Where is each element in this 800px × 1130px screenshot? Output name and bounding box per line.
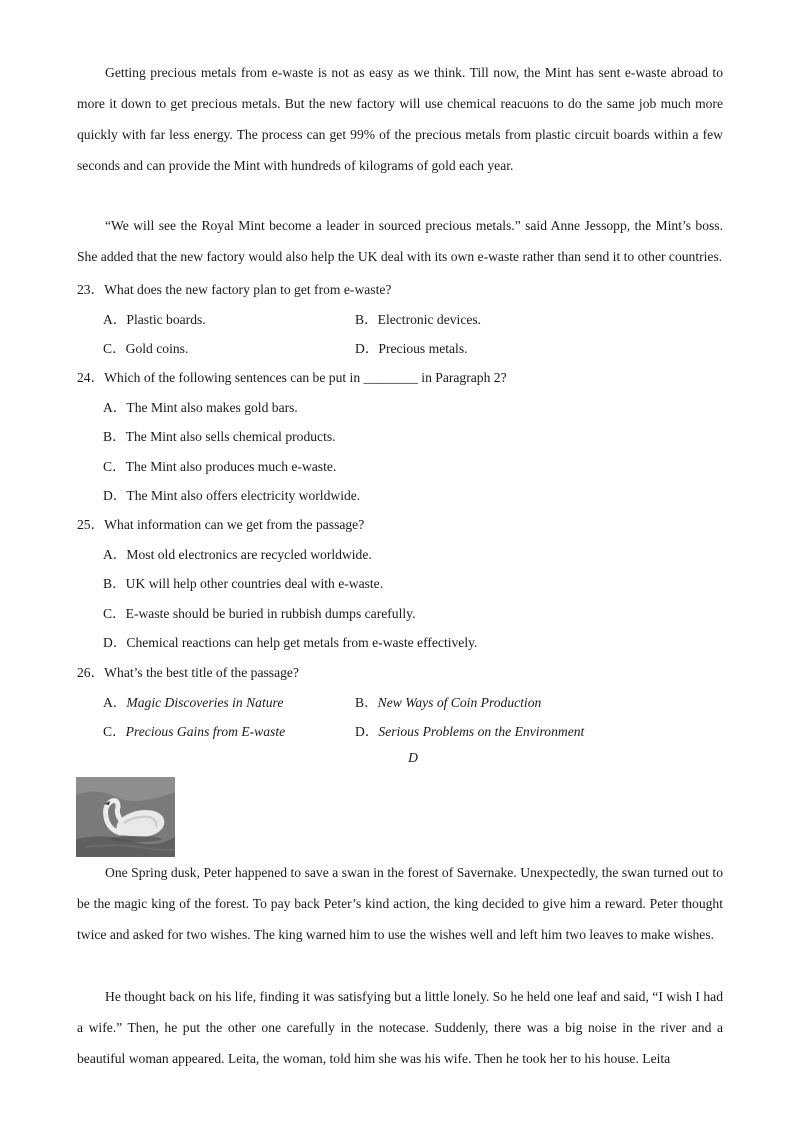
option-label: B．: [355, 695, 378, 710]
option-text: New Ways of Coin Production: [377, 695, 542, 710]
question-25-stem: 25．What information can we get from the passage?: [77, 517, 365, 532]
question-23-option-d[interactable]: D．Precious metals.: [355, 341, 468, 356]
option-label: D．: [355, 724, 379, 739]
question-25-option-c[interactable]: C．E-waste should be buried in rubbish dumps carefully.: [103, 606, 416, 621]
option-text: Serious Problems on the Environment: [378, 724, 585, 739]
question-24-option-b[interactable]: B．The Mint also sells chemical products.: [103, 429, 336, 444]
swan-icon: [76, 777, 175, 857]
question-24-option-d[interactable]: D．The Mint also offers electricity worldwide.: [103, 488, 361, 503]
option-text: Magic Discoveries in Nature: [126, 695, 284, 710]
question-23-option-c[interactable]: C．Gold coins.: [103, 341, 189, 356]
question-23-stem: 23．What does the new factory plan to get from e-waste?: [77, 282, 392, 297]
question-24-stem: 24．Which of the following sentences can be put in ________ in Paragraph 2?: [77, 370, 507, 385]
question-26-option-d[interactable]: [355, 720, 584, 740]
question-25-option-a[interactable]: A．Most old electronics are recycled worldwide.: [103, 547, 372, 562]
question-26-option-b[interactable]: [355, 691, 541, 711]
option-label: C．: [103, 724, 126, 739]
question-24-option-a[interactable]: A．The Mint also makes gold bars.: [103, 400, 298, 415]
passage-paragraph: Getting precious metals from e-waste is not as easy as we think. Till now, the Mint has sent e-waste abroad to more it down to get precious metals. But the new factory will use chemical reacuons to do the same job much more quickly with far less energy. The process can get 99% of the precious metals from plastic circuit boards within a few seconds and can provide the Mint with hundreds of kilograms of gold each year.: [77, 65, 723, 173]
question-26-stem: 26．What’s the best title of the passage?: [77, 665, 299, 680]
swan-image: [76, 777, 175, 857]
question-25-option-b[interactable]: B．UK will help other countries deal with e-waste.: [103, 576, 384, 591]
question-23-option-b[interactable]: B．Electronic devices.: [355, 312, 482, 327]
story-paragraph: He thought back on his life, finding it was satisfying but a little lonely. So he held one leaf and said, “I wish I had a wife.” Then, he put the other one carefully in the notecase. Suddenly, there was a big noise in the river and a beautiful woman appeared. Leita, the woman, told him she was his wife. Then he took her to his house. Leita: [77, 989, 723, 1066]
option-text: Precious Gains from E-waste: [125, 724, 286, 739]
section-label: D: [408, 750, 418, 765]
question-23-option-a[interactable]: A．Plastic boards.: [103, 312, 206, 327]
story-paragraph: One Spring dusk, Peter happened to save a swan in the forest of Savernake. Unexpectedly, the swan turned out to be the magic king of the forest. To pay back Peter’s kind action, the king decided to give him a reward. Peter thought twice and asked for two wishes. The king warned him to use the wishes well and left him two leaves to make wishes.: [77, 865, 723, 942]
question-26-option-c[interactable]: [103, 720, 285, 740]
question-26-option-a[interactable]: [103, 691, 283, 711]
option-label: A．: [103, 695, 127, 710]
passage-paragraph: “We will see the Royal Mint become a leader in sourced precious metals.” said Anne Jessopp, the Mint’s boss. She added that the new factory would also help the UK deal with its own e-waste rather than send it to other countries.: [77, 218, 723, 264]
question-25-option-d[interactable]: D．Chemical reactions can help get metals from e-waste effectively.: [103, 635, 478, 650]
question-24-option-c[interactable]: C．The Mint also produces much e-waste.: [103, 459, 337, 474]
